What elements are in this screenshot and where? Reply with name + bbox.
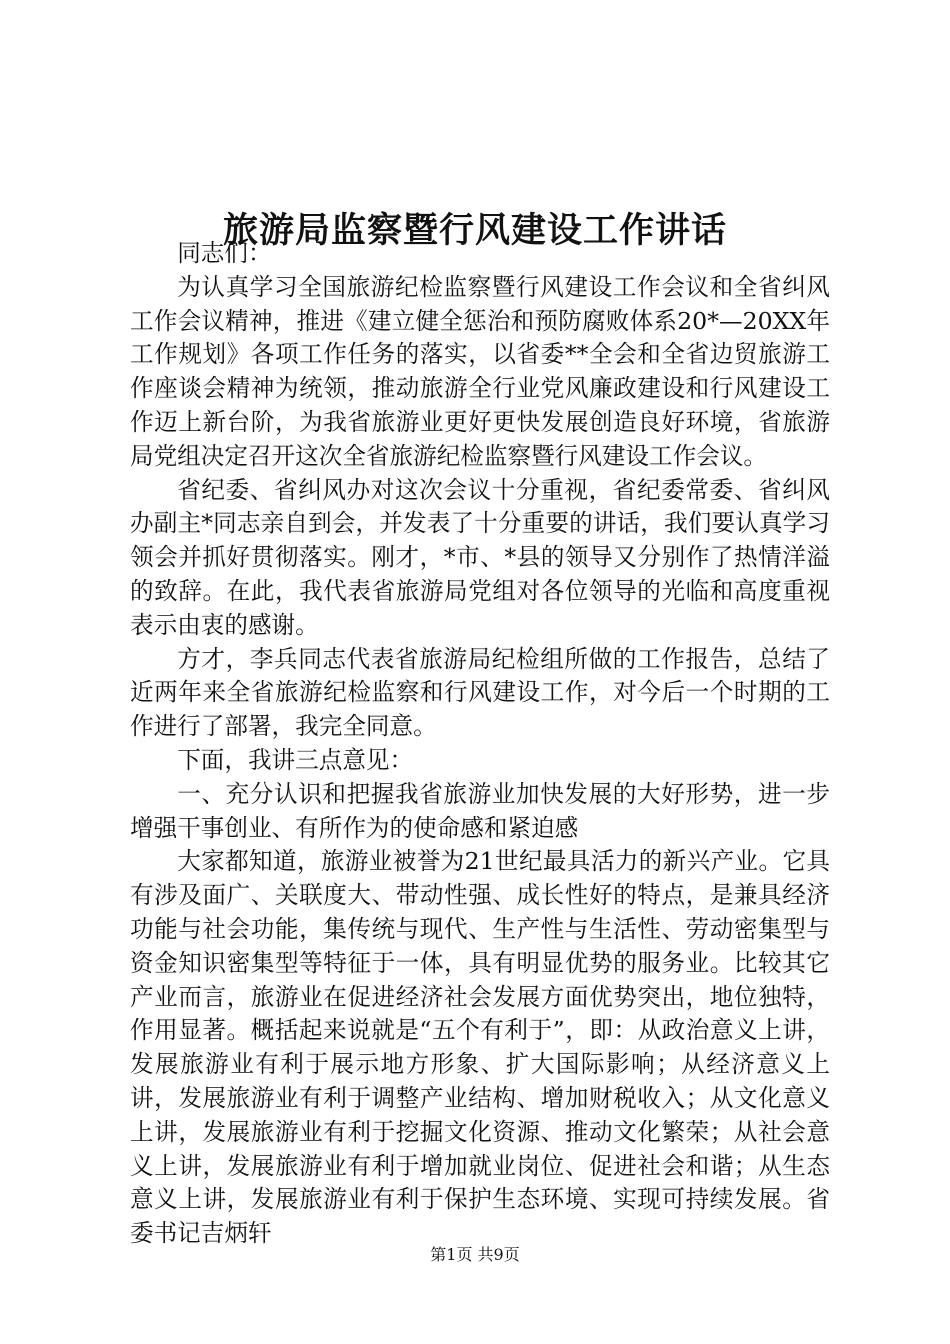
paragraph: 下面，我讲三点意见： <box>177 745 414 774</box>
paragraph: 为认真学习全国旅游纪检监察暨行风建设工作会议和全省纠风工作会议精神，推进《建立健全惩治和预防腐败体系20*—20XX年工作规划》各项工作任务的落实，以省委**全会和全省边贸旅游工作座谈会精神为统领，推动旅游全行业党风廉政建设和行风建设工作迈上新台阶，为我省旅游业更好更快发展创造良好环境，省旅游局党组决定召开这次全省旅游纪检监察暨行风建设工作会议。 <box>130 272 830 470</box>
paragraph-salutation: 同志们： <box>177 239 272 267</box>
paragraph: 省纪委、省纠风办对这次会议十分重视，省纪委常委、省纠风办副主*同志亲自到会，并发表了十分重要的讲话，我们要认真学习领会并抓好贯彻落实。刚才，*市、*县的领导又分别作了热情洋溢的致辞。在此，我代表省旅游局党组对各位领导的光临和高度重视表示由衷的感谢。 <box>130 475 830 639</box>
section-heading: 一、充分认识和把握我省旅游业加快发展的大好形势，进一步增强干事创业、有所作为的使命感和紧迫感 <box>130 779 830 842</box>
paragraph: 方才，李兵同志代表省旅游局纪检组所做的工作报告，总结了近两年来全省旅游纪检监察和行风建设工作，对今后一个时期的工作进行了部署，我完全同意。 <box>130 644 830 741</box>
document-body <box>130 237 830 1251</box>
paragraph: 大家都知道，旅游业被誉为21世纪最具活力的新兴产业。它具有涉及面广、关联度大、带动性强、成长性好的特点，是兼具经济功能与社会功能，集传统与现代、生产性与生活性、劳动密集型与资金知识密集型等特征于一体，具有明显优势的服务业。比较其它产业而言，旅游业在促进经济社会发展方面优势突出，地位独特，作用显著。概括起来说就是“五个有利于”，即：从政治意义上讲，发展旅游业有利于展示地方形象、扩大国际影响；从经济意义上讲，发展旅游业有利于调整产业结构、增加财税收入；从文化意义上讲，发展旅游业有利于挖掘文化资源、推动文化繁荣；从社会意义上讲，发展旅游业有利于增加就业岗位、促进社会和谐；从生态意义上讲，发展旅游业有利于保护生态环境、实现可持续发展。省委书记吉炳轩 <box>130 847 830 1248</box>
document-title: 旅游局监察暨行风建设工作讲话 <box>222 210 727 252</box>
page-number: 第1页 共9页 <box>430 1245 520 1264</box>
